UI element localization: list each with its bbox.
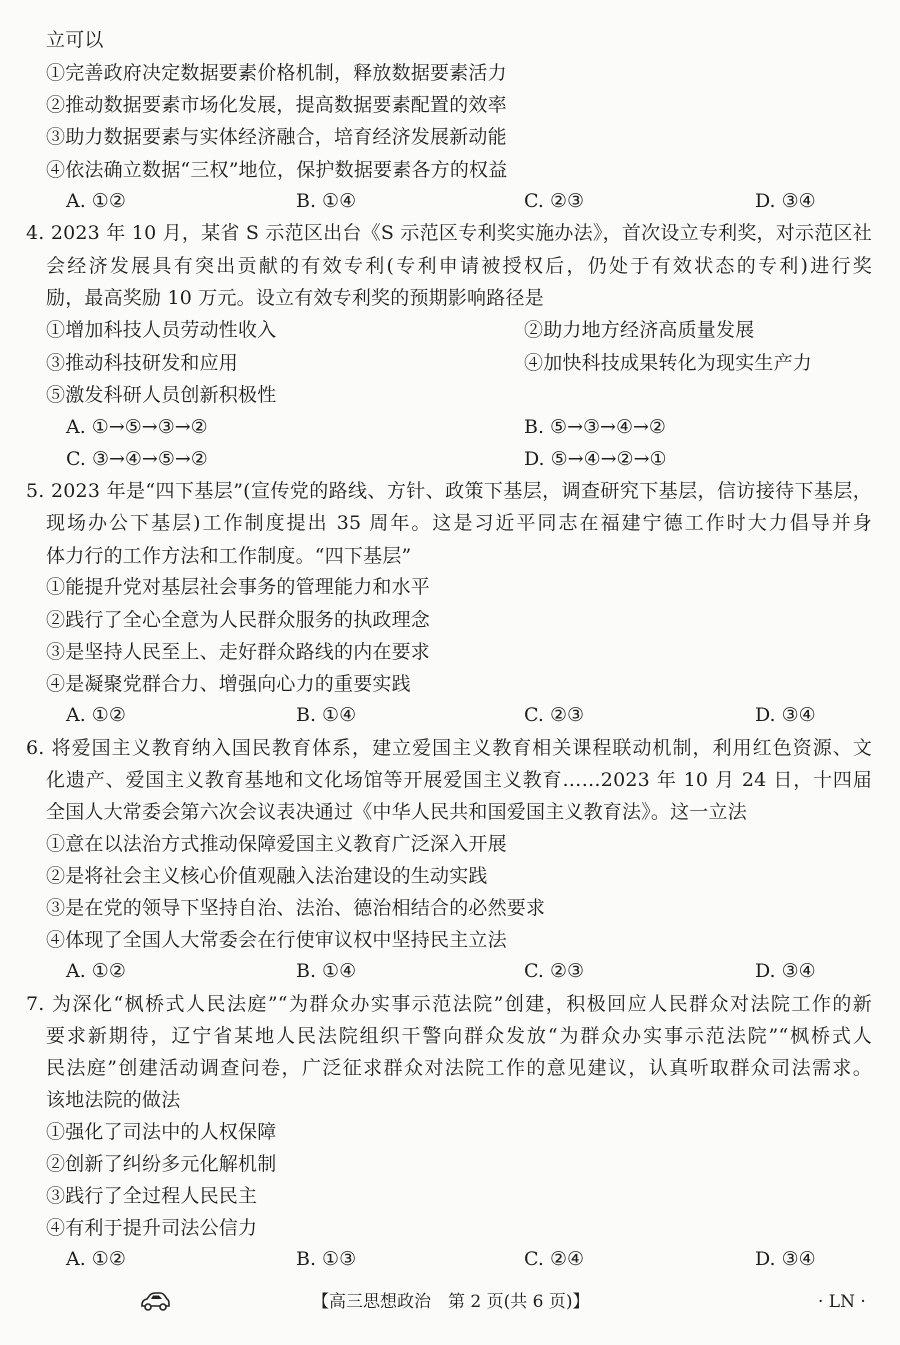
q6-stem-line-1: 6. 将爱国主义教育纳入国民教育体系，建立爱国主义教育相关课程联动机制，利用红色资源、文 [26,737,872,759]
q4-item-5: ⑤激发科研人员创新积极性 [46,384,277,406]
q5-stem-line-3: 体力行的工作方法和工作制度。“四下基层” [46,545,412,567]
q5-item-4: ④是凝聚党群合力、增强向心力的重要实践 [46,673,411,695]
q5-item-1: ①能提升党对基层社会事务的管理能力和水平 [46,576,431,598]
q3-option-b[interactable]: B. ①④ [296,190,357,212]
q6-item-2: ②是将社会主义核心价值观融入法治建设的生动实践 [46,865,488,887]
footer-region-code: · LN · [818,1292,866,1312]
q6-item-3: ③是在党的领导下坚持自治、法治、德治相结合的必然要求 [46,897,546,919]
car-logo-icon [140,1290,170,1312]
q5-item-3: ③是坚持人民至上、走好群众路线的内在要求 [46,641,431,663]
q7-option-c[interactable]: C. ②④ [524,1248,585,1270]
q4-option-c[interactable]: C. ③→④→⑤→② [66,448,208,470]
q3-option-d[interactable]: D. ③④ [755,190,816,212]
q5-stem-line-1: 5. 2023 年是“四下基层”(宣传党的路线、方针、政策下基层，调查研究下基层，信访接待下基层， [26,480,872,502]
q4-stem-line-2: 会经济发展具有突出贡献的有效专利(专利申请被授权后，仍处于有效状态的专利)进行奖 [46,255,872,277]
q3-item-1: ①完善政府决定数据要素价格机制，释放数据要素活力 [46,62,507,84]
q4-option-b[interactable]: B. ⑤→③→④→② [524,416,666,438]
q7-stem-line-4: 该地法院的做法 [46,1089,181,1111]
q7-item-3: ③践行了全过程人民民主 [46,1185,258,1207]
q3-item-2: ②推动数据要素市场化发展，提高数据要素配置的效率 [46,94,507,116]
q7-option-d[interactable]: D. ③④ [755,1248,816,1270]
q4-item-2: ②助力地方经济高质量发展 [524,319,755,341]
q7-item-1: ①强化了司法中的人权保障 [46,1121,277,1143]
q7-stem-line-3: 民法庭”创建活动调查问卷，广泛征求群众对法院工作的意见建议，认真听取群众司法需求。 [46,1057,872,1079]
footer-page-info: 【高三思想政治 第 2 页(共 6 页)】 [312,1292,590,1312]
q4-option-a[interactable]: A. ①→⑤→③→② [66,416,208,438]
q7-item-4: ④有利于提升司法公信力 [46,1217,258,1239]
q7-option-a[interactable]: A. ①② [66,1248,126,1270]
q3-option-a[interactable]: A. ①② [66,190,126,212]
q5-option-b[interactable]: B. ①④ [296,704,357,726]
q7-option-b[interactable]: B. ①③ [296,1248,357,1270]
q6-stem-line-3: 全国人大常委会第六次会议表决通过《中华人民共和国爱国主义教育法》。这一立法 [46,801,747,823]
q6-option-d[interactable]: D. ③④ [755,960,816,982]
q4-option-d[interactable]: D. ⑤→④→②→① [524,448,667,470]
q3-option-c[interactable]: C. ②③ [524,190,585,212]
q6-item-1: ①意在以法治方式推动保障爱国主义教育广泛深入开展 [46,833,507,855]
q7-item-2: ②创新了纠纷多元化解机制 [46,1153,277,1175]
q6-option-c[interactable]: C. ②③ [524,960,585,982]
q7-stem-line-2: 要求新期待，辽宁省某地人民法院组织干警向群众发放“为群众办实事示范法院”“枫桥式人 [46,1025,872,1047]
q5-stem-line-2: 现场办公下基层)工作制度提出 35 周年。这是习近平同志在福建宁德工作时大力倡导并身 [46,512,872,534]
q6-item-4: ④体现了全国人大常委会在行使审议权中坚持民主立法 [46,929,507,951]
q4-item-3: ③推动科技研发和应用 [46,352,239,374]
q6-stem-line-2: 化遗产、爱国主义教育基地和文化场馆等开展爱国主义教育……2023 年 10 月 24 日，十四届 [46,769,872,791]
q6-option-a[interactable]: A. ①② [66,960,126,982]
q5-option-d[interactable]: D. ③④ [755,704,816,726]
q3-stem-tail: 立可以 [46,29,104,51]
q4-item-4: ④加快科技成果转化为现实生产力 [524,352,813,374]
q4-stem-line-3: 励，最高奖励 10 万元。设立有效专利奖的预期影响路径是 [46,287,544,309]
q3-item-3: ③助力数据要素与实体经济融合，培育经济发展新动能 [46,126,507,148]
q3-item-4: ④依法确立数据“三权”地位，保护数据要素各方的权益 [46,159,508,181]
q7-stem-line-1: 7. 为深化“枫桥式人民法庭”“为群众办实事示范法院”创建，积极回应人民群众对法院工作的新 [26,993,872,1015]
q5-option-a[interactable]: A. ①② [66,704,126,726]
q5-option-c[interactable]: C. ②③ [524,704,585,726]
q6-option-b[interactable]: B. ①④ [296,960,357,982]
q4-stem-line-1: 4. 2023 年 10 月，某省 S 示范区出台《S 示范区专利奖实施办法》，首次设立专利奖，对示范区社 [26,222,872,244]
q4-item-1: ①增加科技人员劳动性收入 [46,319,277,341]
q5-item-2: ②践行了全心全意为人民群众服务的执政理念 [46,609,431,631]
